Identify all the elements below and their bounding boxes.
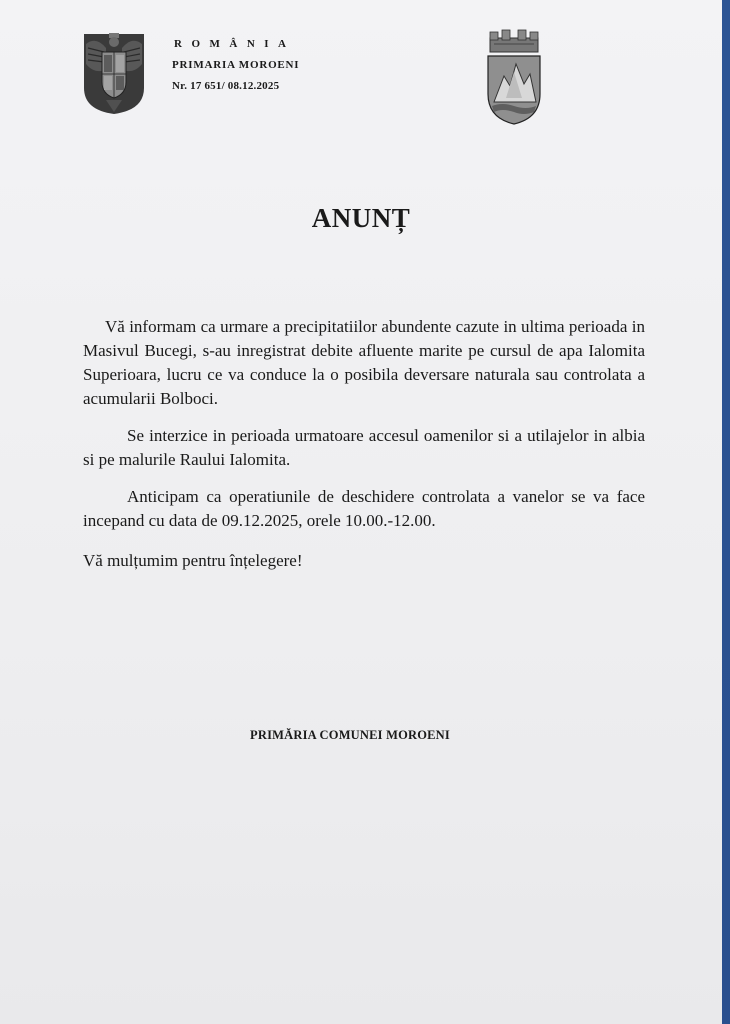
romania-coat-of-arms-icon — [82, 30, 146, 116]
letterhead — [172, 34, 299, 97]
institution-name: PRIMARIA MOROENI — [172, 59, 300, 71]
document-title: ANUNȚ — [311, 203, 411, 233]
paragraph-thanks: Vă mulțumim pentru înțelegere! — [83, 551, 303, 570]
paragraph-access-prohibition: Se interzice in perioada urmatoare accesul oamenilor si a utilajelor in albia si pe malurile Raului Ialomita. — [83, 426, 645, 469]
paragraph-gate-opening-schedule: Anticipam ca operatiunile de deschidere controlata a vanelor se va face incepand cu data de 09.12.2025, orele 10.00.-12.00. — [83, 487, 645, 530]
paragraph-flood-notice: Vă informam ca urmare a precipitatiilor abundente cazute in ultima perioada in Masivul Bucegi, s-au inregistrat debite afluente marite pe cursul de apa Ialomita Superioara, lucru ce va conduce la o posibila deversare naturala sau controlata a acumularii Bolboci. — [83, 317, 645, 408]
registration-number: Nr. 17 651/ 08.12.2025 — [172, 80, 280, 92]
country-name: ROMÂNIA — [174, 38, 296, 50]
background-surface — [722, 0, 730, 1024]
signature-institution: PRIMĂRIA COMUNEI MOROENI — [250, 728, 450, 742]
moroeni-coat-of-arms-icon — [484, 28, 544, 126]
